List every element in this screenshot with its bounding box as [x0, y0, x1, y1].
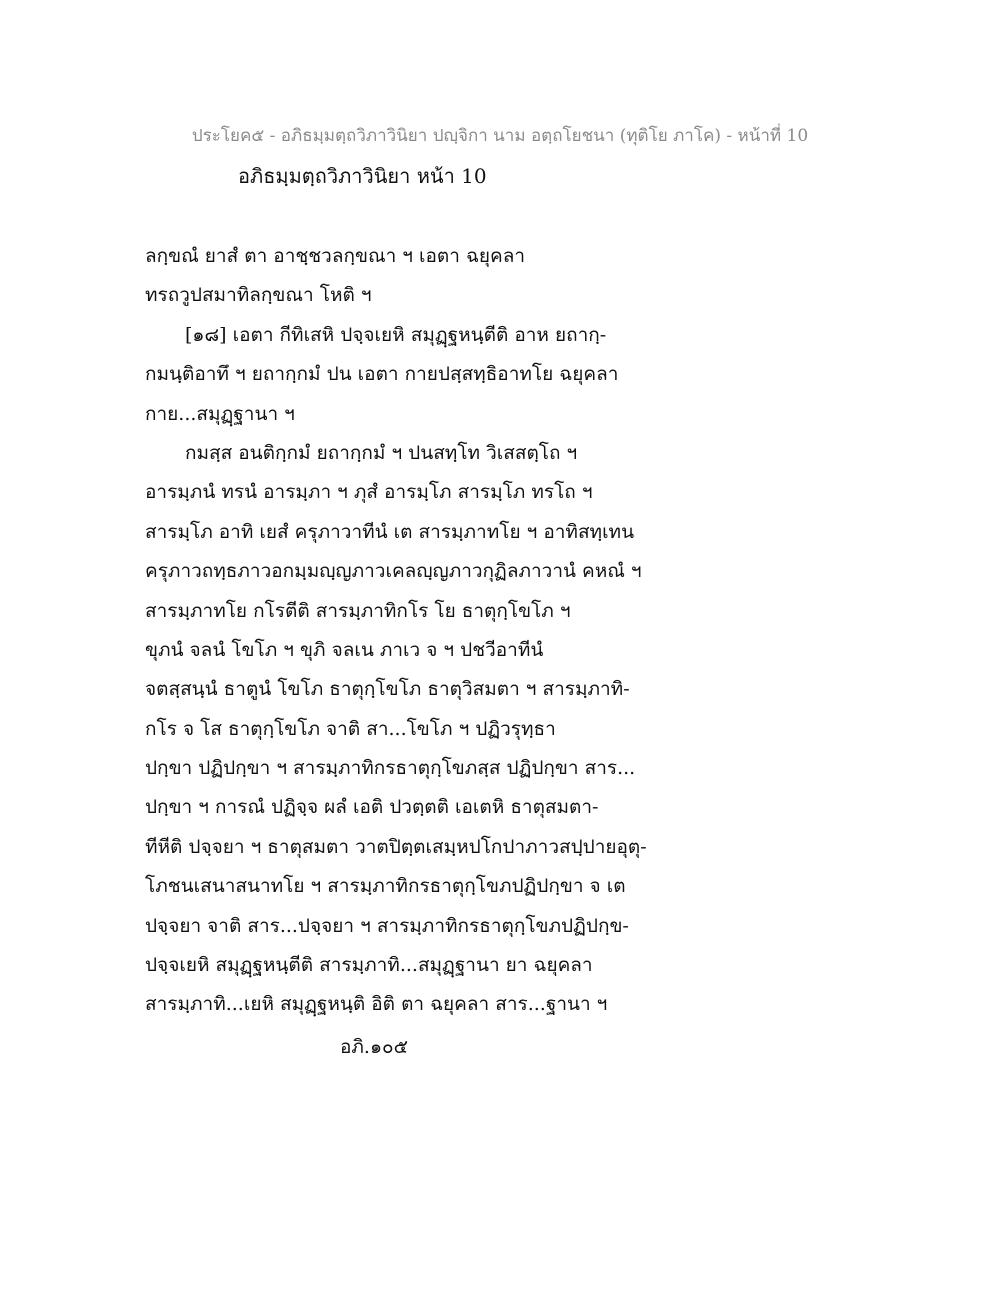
paragraph-start-line: [๑๘] เอตา กีทิเสหิ ปจฺจเยหิ สมุฏฺฐหนฺตีติ อาห ยถากฺ-	[185, 323, 607, 346]
running-header-text: ประโยค๕ - อภิธมฺมตฺถวิภาวินิยา ปญฺจิกา นาม อตฺถโยชนา (ทุติโย ภาโค) - หน้าที่ 10	[191, 126, 809, 146]
text-line: สารมฺโภ อาทิ เยสํ ครุภาวาทีนํ เต สารมฺภาทโย ฯ อาทิสทฺเทน	[145, 520, 635, 543]
text-line: กมนฺติอาทึ ฯ ยถากฺกมํ ปน เอตา กายปสฺสทฺธิอาทโย ฉยุคลา	[145, 363, 619, 386]
text-line: ปกฺขา ปฏิปกฺขา ฯ สารมฺภาทิกรธาตุกฺโขภสฺส ปฏิปกฺขา สาร...	[145, 757, 636, 780]
text-line: สารมฺภาทิ...เยหิ สมุฏฺฐหนฺติ อิติ ตา ฉยุคลา สาร...ฐานา ฯ	[145, 993, 608, 1016]
text-line: โภชนเสนาสนาทโย ฯ สารมฺภาทิกรธาตุกฺโขภปฏิปกฺขา จ เต	[145, 875, 626, 898]
text-line: จตสฺสนฺนํ ธาตูนํ โขโภ ธาตุกฺโขโภ ธาตุวิสมตา ฯ สารมฺภาทิ-	[145, 678, 630, 701]
text-line: ทีหีติ ปจฺจยา ฯ ธาตุสมตา วาตปิตฺตเสมฺหปโกปาภาวสปฺปายอุตุ-	[145, 835, 647, 858]
text-line: ขุภนํ จลนํ โขโภ ฯ ขุภิ จลเน ภาเว จ ฯ ปชวีอาทีนํ	[145, 638, 544, 661]
page-title: อภิธมฺมตฺถวิภาวินิยา หน้า 10	[238, 164, 487, 188]
text-line: ปจฺจยา จาติ สาร...ปจฺจยา ฯ สารมฺภาทิกรธาตุกฺโขภปฏิปกฺข-	[145, 914, 629, 937]
paragraph-start-line: กมสฺส อนติกฺกมํ ยถากฺกมํ ฯ ปนสทฺโท วิเสสตฺโถ ฯ	[185, 441, 578, 464]
page-code: อภิ.๑๐๕	[340, 1036, 409, 1058]
text-line: ปจฺจเยหิ สมุฏฺฐหนฺตีติ สารมฺภาทิ...สมุฏฺฐานา ยา ฉยุคลา	[145, 954, 593, 977]
body-text	[145, 238, 685, 1026]
text-line: ครุภาวถทฺธภาวอกมฺมญฺญภาวเคลญฺญภาวกุฏิลภาวานํ คหณํ ฯ	[145, 560, 642, 583]
running-header	[0, 122, 1000, 149]
text-line: สารมฺภาทโย กโรตีติ สารมฺภาทิกโร โย ธาตุกฺโขโภ ฯ	[145, 599, 571, 622]
text-line: ทรถวูปสมาทิลกฺขณา โหติ ฯ	[145, 284, 372, 307]
text-line: กโร จ โส ธาตุกฺโขโภ จาติ สา...โขโภ ฯ ปฏิวรุทฺธา	[145, 717, 556, 740]
text-line: ปกฺขา ฯ การณํ ปฏิจฺจ ผลํ เอติ ปวตฺตติ เอเตหิ ธาตุสมตา-	[145, 796, 599, 819]
text-line: อารมฺภนํ ทรนํ อารมฺภา ฯ ภุสํ อารมฺโภ สารมฺโภ ทรโถ ฯ	[145, 481, 593, 504]
text-line: ลกฺขณํ ยาสํ ตา อาชฺชวลกฺขณา ฯ เอตา ฉยุคลา	[145, 245, 526, 267]
text-line: กาย...สมุฏฺฐานา ฯ	[145, 402, 295, 425]
